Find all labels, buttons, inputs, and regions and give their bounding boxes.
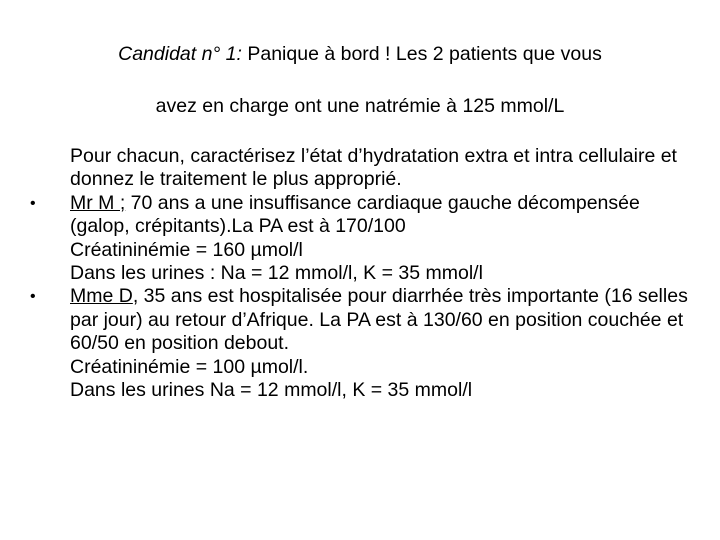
case-2-description [70, 285, 690, 355]
case-2-creatinine: Créatininémie = 100 µmol/l. [70, 355, 309, 378]
case-1-item [30, 191, 690, 286]
bullet-icon: • [30, 288, 36, 306]
case-2-text: , 35 ans est hospitalisée pour diarrhée très importante (16 selles par jour) au retour d’Afrique. La PA est à 130/60 en position couchée et 60/50 en position debout. [70, 285, 688, 355]
slide-body [30, 145, 690, 402]
title-candidate-label: Candidat n° 1: [118, 43, 242, 65]
case-2-item [30, 285, 690, 402]
case-1-creatinine: Créatininémie = 160 µmol/l [70, 238, 303, 261]
case-1-name: Mr M ; [70, 191, 126, 214]
slide-title [0, 30, 720, 130]
instructions-text: Pour chacun, caractérisez l’état d’hydratation extra et intra cellulaire et donnez le traitement le plus approprié. [70, 145, 677, 191]
bullet-icon: • [30, 194, 36, 212]
case-1-text: 70 ans a une insuffisance cardiaque gauche décompensée (galop, crépitants).La PA est à 170/100 [70, 191, 640, 238]
title-line-1-text: Panique à bord ! Les 2 patients que vous [241, 43, 602, 65]
case-2-urine: Dans les urines Na = 12 mmol/l, K = 35 mmol/l [70, 379, 473, 402]
case-1-description [70, 192, 690, 239]
title-line-1 [0, 30, 720, 78]
title-line-2: avez en charge ont une natrémie à 125 mmol/L [155, 95, 565, 117]
case-2-name: Mme D [70, 285, 133, 308]
case-1-urine: Dans les urines : Na = 12 mmol/l, K = 35 mmol/l [70, 262, 483, 285]
